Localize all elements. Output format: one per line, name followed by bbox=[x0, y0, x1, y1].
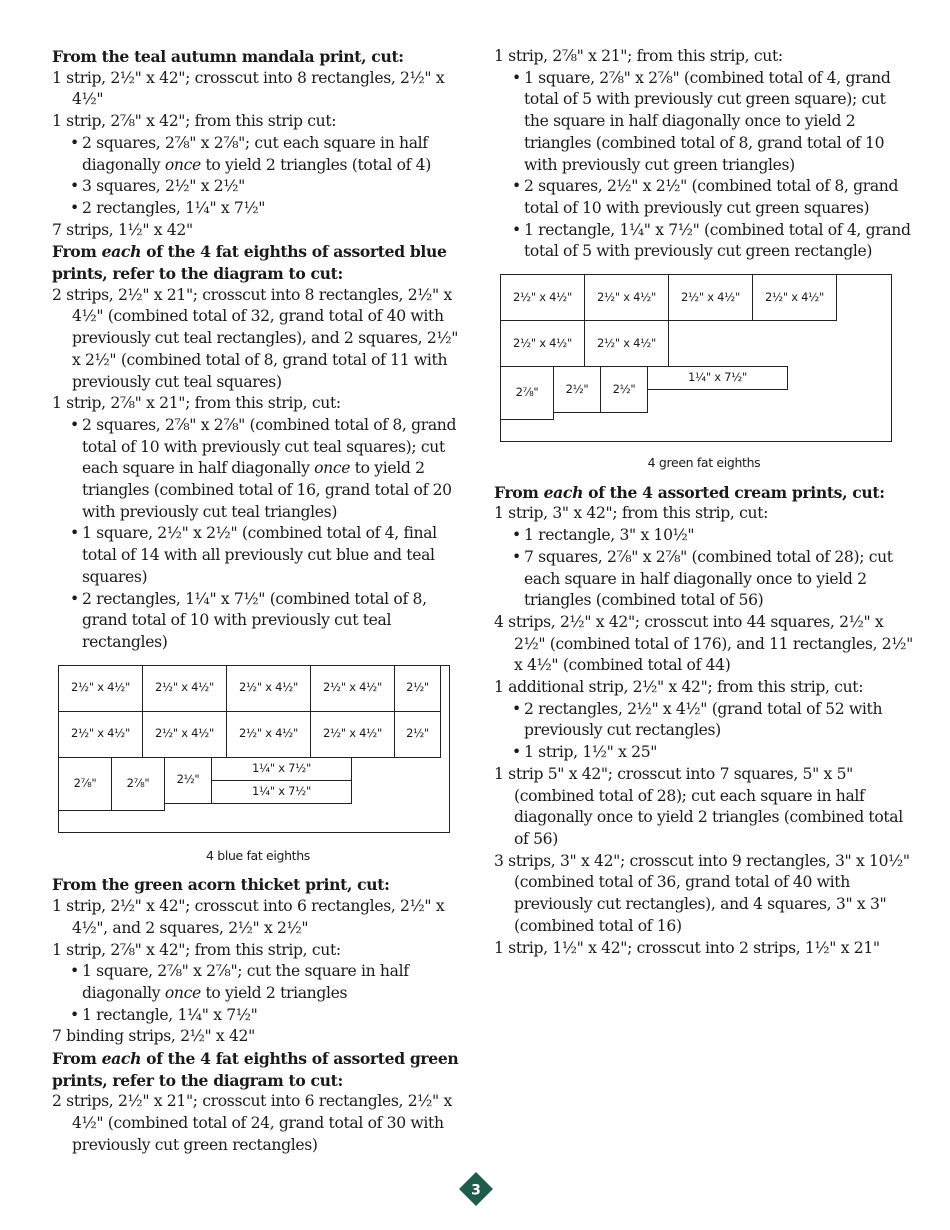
blue-rect-piece: 2½" x 4½" bbox=[142, 711, 227, 758]
green-acorn-section bbox=[52, 874, 464, 1048]
blue-rect-piece: 2½" x 4½" bbox=[58, 665, 143, 712]
blue-square-piece: 2½" bbox=[394, 665, 441, 712]
blue-cutting-diagram bbox=[52, 665, 464, 837]
cream-line-6: 1 strip, 1½" x 42"; crosscut into 2 strips, 1½" x 21" bbox=[494, 938, 880, 957]
teal-bullet-1: • 2 squares, 2⅞" x 2⅞"; cut each square in half diagonally once to yield 2 triangles (total of 4) bbox=[52, 133, 464, 176]
blue-half-square-piece: 2⅞" bbox=[111, 757, 165, 811]
cream-bullet-1: • 1 rectangle, 3" x 10½" bbox=[494, 525, 914, 547]
blue-rect-piece: 2½" x 4½" bbox=[310, 665, 395, 712]
blue-heading: From each of the 4 fat eighths of assorted blue prints, refer to the diagram to cut: bbox=[52, 242, 447, 284]
teal-bullet-2: • 3 squares, 2½" x 2½" bbox=[52, 176, 464, 198]
cream-line-4: 1 strip 5" x 42"; crosscut into 7 squares, 5" x 5" (combined total of 28); cut each square in half diagonally once to yield 2 triangles (combined total of 56) bbox=[494, 764, 903, 848]
green-cont-line-1: 1 strip, 2⅞" x 21"; from this strip, cut: bbox=[494, 47, 783, 65]
right-column bbox=[494, 46, 914, 959]
blue-section bbox=[52, 241, 464, 653]
green-square-piece: 2½" bbox=[553, 366, 601, 413]
left-column bbox=[52, 46, 464, 1157]
blue-square-piece: 2½" bbox=[394, 711, 441, 758]
blue-diagram-caption: 4 blue fat eighths bbox=[206, 847, 310, 863]
green-rect-piece: 2½" x 4½" bbox=[752, 274, 837, 321]
green-acorn-line-2: 1 strip, 2⅞" x 42"; from this strip, cut: bbox=[52, 940, 341, 959]
cream-section bbox=[494, 482, 914, 959]
blue-line-2: 1 strip, 2⅞" x 21"; from this strip, cut: bbox=[52, 394, 341, 413]
cream-line-5: 3 strips, 3" x 42"; crosscut into 9 rectangles, 3" x 10½" (combined total of 36, grand total of 40 with previously cut rectangles), and 4 squares, 3" x 3" (combined total of 16) bbox=[494, 851, 910, 935]
teal-heading: From the teal autumn mandala print, cut: bbox=[52, 47, 404, 66]
green-acorn-line-3: 7 binding strips, 2½" x 42" bbox=[52, 1027, 255, 1046]
green-cont-bullet-1: • 1 square, 2⅞" x 2⅞" (combined total of 4, grand total of 5 with previously cut green square); cut the square in half diagonally once to yield 2 triangles (combined total of 8, grand total of 10 with previously cut green triangles) bbox=[494, 68, 914, 177]
blue-rect-piece: 2½" x 4½" bbox=[310, 711, 395, 758]
teal-line-1: 1 strip, 2½" x 42"; crosscut into 8 rectangles, 2½" x 4½" bbox=[52, 68, 445, 109]
cream-line-1: 1 strip, 3" x 42"; from this strip, cut: bbox=[494, 504, 769, 523]
green-rect-piece: 2½" x 4½" bbox=[500, 320, 585, 367]
page-number-badge bbox=[459, 1172, 493, 1206]
green-acorn-bullet-2: • 1 rectangle, 1¼" x 7½" bbox=[52, 1005, 464, 1027]
blue-bullet-3: • 2 rectangles, 1¼" x 7½" (combined total of 8, grand total of 10 with previously cut teal rectangles) bbox=[52, 589, 464, 654]
blue-strip-piece: 1¼" x 7½" bbox=[211, 757, 352, 781]
blue-bullet-2: • 1 square, 2½" x 2½" (combined total of 4, final total of 14 with all previously cut blue and teal squares) bbox=[52, 523, 464, 588]
green-acorn-bullet-1: • 1 square, 2⅞" x 2⅞"; cut the square in half diagonally once to yield 2 triangles bbox=[52, 961, 464, 1004]
blue-bullet-1: • 2 squares, 2⅞" x 2⅞" (combined total of 8, grand total of 10 with previously cut teal squares); cut each square in half diagonally once to yield 2 triangles (combined total of 16, grand total of 20 with previously cut teal triangles) bbox=[52, 415, 464, 524]
green-rect-piece: 2½" x 4½" bbox=[500, 274, 585, 321]
green-square-piece: 2½" bbox=[600, 366, 648, 413]
blue-square-piece: 2½" bbox=[164, 757, 212, 804]
green-acorn-line-1: 1 strip, 2½" x 42"; crosscut into 6 rectangles, 2½" x 4½", and 2 squares, 2½" x 2½" bbox=[52, 897, 445, 937]
green-continued-section bbox=[494, 46, 914, 263]
green-diagram-caption: 4 green fat eighths bbox=[647, 455, 761, 471]
teal-line-3: 7 strips, 1½" x 42" bbox=[52, 220, 193, 239]
blue-rect-piece: 2½" x 4½" bbox=[226, 711, 311, 758]
blue-rect-piece: 2½" x 4½" bbox=[142, 665, 227, 712]
green-fat-line-1: 2 strips, 2½" x 21"; crosscut into 6 rectangles, 2½" x 4½" (combined total of 24, grand total of 30 with previously cut green rectangles) bbox=[52, 1092, 452, 1154]
green-strip-piece: 1¼" x 7½" bbox=[647, 366, 788, 390]
green-fat-heading: From each of the 4 fat eighths of assorted green prints, refer to the diagram to cut: bbox=[52, 1049, 459, 1090]
green-cont-bullet-2: • 2 squares, 2½" x 2½" (combined total of 8, grand total of 10 with previously cut green squares) bbox=[494, 176, 914, 219]
blue-rect-piece: 2½" x 4½" bbox=[226, 665, 311, 712]
cream-heading: From each of the 4 assorted cream prints, cut: bbox=[494, 482, 885, 502]
cream-bullet-3: • 2 rectangles, 2½" x 4½" (grand total of 52 with previously cut rectangles) bbox=[494, 699, 914, 742]
cream-bullet-4: • 1 strip, 1½" x 25" bbox=[494, 742, 914, 764]
green-rect-piece: 2½" x 4½" bbox=[584, 320, 669, 367]
teal-bullet-3: • 2 rectangles, 1¼" x 7½" bbox=[52, 198, 464, 220]
green-half-square-piece: 2⅞" bbox=[500, 366, 554, 420]
blue-line-1: 2 strips, 2½" x 21"; crosscut into 8 rectangles, 2½" x 4½" (combined total of 32, grand total of 40 with previously cut teal rectangles), and 2 squares, 2½" x 2½" (combined total of 8, grand total of 11 with previously cut teal squares) bbox=[52, 285, 459, 391]
green-rect-piece: 2½" x 4½" bbox=[668, 274, 753, 321]
green-cutting-diagram bbox=[494, 274, 914, 444]
teal-line-2: 1 strip, 2⅞" x 42"; from this strip cut: bbox=[52, 112, 337, 131]
page-number: 3 bbox=[471, 1182, 481, 1199]
blue-rect-piece: 2½" x 4½" bbox=[58, 711, 143, 758]
blue-strip-piece: 1¼" x 7½" bbox=[211, 780, 352, 804]
cream-bullet-2: • 7 squares, 2⅞" x 2⅞" (combined total of 28); cut each square in half diagonally once to yield 2 triangles (combined total of 56) bbox=[494, 547, 914, 612]
teal-section bbox=[52, 46, 464, 241]
green-acorn-heading: From the green acorn thicket print, cut: bbox=[52, 875, 390, 895]
green-fat-section bbox=[52, 1048, 464, 1157]
green-cont-bullet-3: • 1 rectangle, 1¼" x 7½" (combined total of 4, grand total of 5 with previously cut green rectangle) bbox=[494, 220, 914, 263]
blue-half-square-piece: 2⅞" bbox=[58, 757, 112, 811]
cream-line-3: 1 additional strip, 2½" x 42"; from this strip, cut: bbox=[494, 678, 864, 697]
green-rect-piece: 2½" x 4½" bbox=[584, 274, 669, 321]
cream-line-2: 4 strips, 2½" x 42"; crosscut into 44 squares, 2½" x 2½" (combined total of 176), and 11 rectangles, 2½" x 4½" (combined total of 44) bbox=[494, 612, 913, 675]
